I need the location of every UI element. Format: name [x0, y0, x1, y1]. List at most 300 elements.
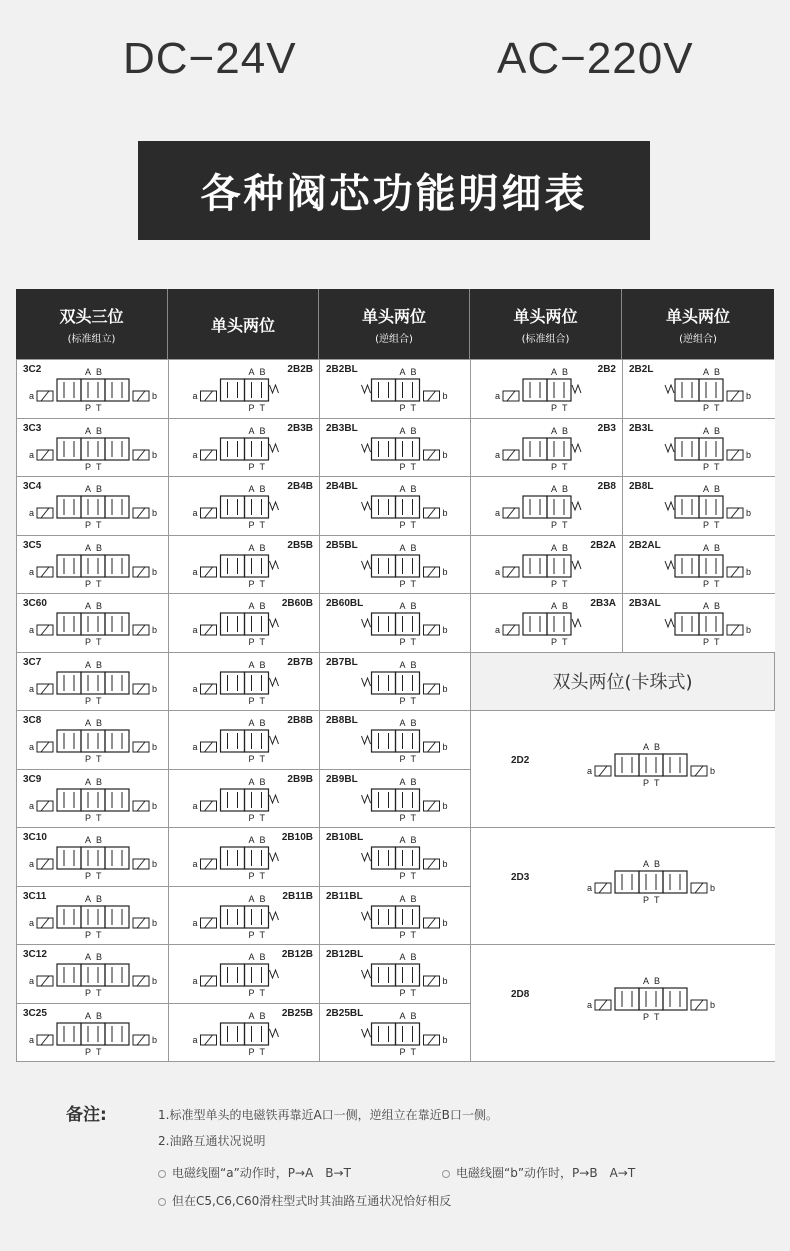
valve-symbol-icon	[476, 364, 618, 416]
svg-text:B: B	[259, 367, 266, 377]
valve-symbol-icon	[22, 423, 164, 475]
valve-symbol-icon	[174, 540, 315, 592]
valve-code: 3C12	[23, 949, 47, 960]
svg-text:B: B	[96, 484, 103, 494]
svg-text:P: P	[248, 461, 255, 472]
valve-code: 2B7B	[287, 656, 313, 668]
valve-symbol-icon	[22, 657, 164, 709]
svg-text:b: b	[442, 391, 448, 401]
svg-text:P: P	[85, 403, 92, 413]
valve-cell	[471, 360, 623, 419]
svg-text:P: P	[399, 637, 406, 647]
svg-text:B: B	[410, 601, 417, 611]
svg-text:B: B	[562, 484, 569, 494]
svg-text:A: A	[248, 425, 255, 436]
svg-text:P: P	[703, 637, 710, 647]
svg-text:a: a	[192, 625, 198, 635]
svg-text:b: b	[152, 976, 158, 986]
svg-text:B: B	[562, 542, 569, 553]
valve-symbol-icon	[22, 364, 164, 416]
valve-code: 3C9	[23, 773, 42, 785]
valve-symbol-icon	[325, 832, 466, 884]
valve-symbol-icon	[476, 423, 618, 475]
svg-text:P: P	[248, 403, 255, 413]
svg-text:a: a	[192, 391, 198, 401]
valve-symbol-icon	[325, 891, 466, 943]
svg-text:B: B	[259, 542, 266, 553]
svg-text:b: b	[152, 683, 158, 694]
svg-text:a: a	[495, 566, 501, 577]
svg-text:b: b	[442, 449, 448, 460]
svg-text:b: b	[746, 508, 752, 518]
svg-text:T: T	[259, 520, 265, 530]
svg-text:a: a	[495, 449, 501, 460]
svg-text:b: b	[152, 566, 158, 577]
svg-text:A: A	[85, 659, 92, 670]
svg-text:T: T	[410, 578, 416, 589]
svg-text:B: B	[410, 484, 417, 494]
svg-text:P: P	[399, 695, 406, 706]
svg-text:B: B	[96, 835, 103, 845]
valve-code: 2B3A	[590, 598, 616, 609]
valve-code: 2B8BL	[326, 715, 358, 726]
svg-text:T: T	[410, 1046, 416, 1057]
header-col-1	[16, 289, 168, 359]
valve-symbol-icon	[174, 423, 315, 475]
svg-text:B: B	[410, 425, 417, 436]
svg-text:P: P	[643, 895, 650, 905]
svg-text:b: b	[442, 800, 448, 811]
valve-symbol-icon	[22, 891, 164, 943]
page-title-banner	[138, 141, 650, 240]
header-col-3	[319, 289, 470, 359]
valve-code: 2B5BL	[326, 539, 358, 551]
valve-cell	[17, 594, 169, 653]
svg-text:A: A	[643, 742, 650, 752]
svg-text:A: A	[399, 659, 406, 670]
svg-text:P: P	[248, 929, 255, 940]
svg-text:A: A	[399, 1010, 406, 1021]
svg-text:a: a	[29, 742, 35, 752]
svg-text:a: a	[29, 976, 35, 986]
svg-text:T: T	[259, 812, 265, 823]
svg-text:B: B	[259, 952, 266, 962]
svg-text:A: A	[85, 542, 92, 553]
svg-text:a: a	[192, 742, 198, 752]
svg-text:B: B	[96, 659, 103, 670]
valve-symbol-icon	[174, 891, 315, 943]
valve-symbol-icon	[174, 598, 315, 650]
svg-text:a: a	[192, 800, 198, 811]
svg-text:A: A	[248, 601, 255, 611]
svg-text:B: B	[410, 835, 417, 845]
svg-text:A: A	[399, 542, 406, 553]
note-text: 但在C5,C6,C60滑柱型式时其油路互通状况恰好相反	[172, 1194, 452, 1208]
svg-text:A: A	[248, 367, 255, 377]
svg-text:A: A	[85, 835, 92, 845]
header-sub: (标准组合)	[521, 333, 570, 345]
svg-text:T: T	[714, 637, 720, 647]
header-col-5	[622, 289, 774, 359]
svg-text:b: b	[152, 391, 158, 401]
svg-text:A: A	[85, 601, 92, 611]
svg-text:T: T	[410, 403, 416, 413]
svg-text:b: b	[152, 742, 158, 752]
valve-symbol-icon	[22, 832, 164, 884]
svg-text:A: A	[703, 601, 710, 611]
svg-text:A: A	[551, 542, 558, 553]
svg-text:P: P	[399, 812, 406, 823]
svg-text:P: P	[85, 578, 92, 589]
svg-text:T: T	[714, 520, 720, 530]
svg-text:b: b	[152, 625, 158, 635]
svg-text:T: T	[410, 461, 416, 472]
svg-text:P: P	[248, 1046, 255, 1057]
valve-cell	[17, 360, 169, 419]
svg-text:T: T	[259, 637, 265, 647]
valve-cell	[320, 360, 471, 419]
valve-symbol-icon	[174, 1008, 315, 1060]
svg-text:P: P	[248, 871, 255, 881]
svg-text:T: T	[96, 637, 102, 647]
svg-text:P: P	[399, 461, 406, 472]
svg-text:A: A	[703, 425, 710, 436]
svg-text:b: b	[442, 742, 448, 752]
svg-text:P: P	[85, 461, 92, 472]
valve-symbol-icon	[174, 774, 315, 826]
svg-text:T: T	[96, 520, 102, 530]
header-title: 单头两位	[665, 306, 730, 326]
valve-cell	[169, 945, 320, 1004]
valve-symbol-icon	[22, 1008, 164, 1060]
valve-cell	[169, 419, 320, 478]
valve-symbol-icon	[22, 598, 164, 650]
valve-cell	[169, 594, 320, 653]
svg-text:P: P	[399, 403, 406, 413]
svg-text:B: B	[259, 776, 266, 787]
svg-text:B: B	[562, 601, 569, 611]
svg-text:A: A	[248, 952, 255, 962]
svg-text:A: A	[399, 601, 406, 611]
valve-cell	[17, 477, 169, 536]
svg-text:T: T	[562, 578, 568, 589]
valve-code: 2B7BL	[326, 656, 358, 668]
svg-text:A: A	[551, 425, 558, 436]
svg-text:T: T	[562, 637, 568, 647]
valve-symbol-icon	[174, 657, 315, 709]
svg-text:P: P	[248, 988, 255, 998]
valve-symbol-icon	[325, 540, 466, 592]
valve-symbol-icon	[22, 540, 164, 592]
svg-text:A: A	[399, 484, 406, 494]
svg-text:A: A	[85, 1010, 92, 1021]
svg-text:a: a	[29, 683, 35, 694]
header-sub: (标准组立)	[67, 333, 116, 345]
svg-text:b: b	[442, 859, 448, 869]
svg-text:T: T	[410, 520, 416, 530]
valve-code: 2B8L	[629, 481, 654, 492]
valve-cell	[320, 1004, 471, 1063]
svg-text:P: P	[551, 637, 558, 647]
svg-text:P: P	[551, 520, 558, 530]
valve-cell	[169, 887, 320, 946]
svg-text:A: A	[643, 859, 650, 869]
valve-code: 2D8	[511, 989, 530, 1000]
valve-code: 3C25	[23, 1007, 47, 1019]
svg-text:b: b	[152, 859, 158, 869]
svg-text:b: b	[442, 508, 448, 518]
svg-text:a: a	[192, 976, 198, 986]
svg-text:B: B	[714, 425, 721, 436]
valve-cell	[169, 1004, 320, 1063]
svg-text:T: T	[96, 929, 102, 940]
svg-text:a: a	[29, 625, 35, 635]
header-title: 单头两位	[361, 306, 426, 326]
svg-text:B: B	[259, 484, 266, 494]
valve-code: 2B8B	[287, 715, 313, 726]
svg-text:T: T	[259, 988, 265, 998]
svg-text:T: T	[259, 695, 265, 706]
svg-text:T: T	[259, 929, 265, 940]
valve-cell	[320, 536, 471, 595]
svg-text:P: P	[643, 1012, 650, 1022]
svg-text:T: T	[96, 812, 102, 823]
svg-text:T: T	[259, 754, 265, 764]
svg-text:A: A	[248, 776, 255, 787]
svg-text:B: B	[714, 484, 721, 494]
svg-text:T: T	[96, 461, 102, 472]
valve-code: 3C3	[23, 422, 42, 434]
valve-symbol-icon	[325, 715, 466, 767]
valve-cell	[320, 594, 471, 653]
valve-cell	[320, 945, 471, 1004]
svg-text:A: A	[399, 425, 406, 436]
valve-cell	[169, 360, 320, 419]
valve-code: 3C7	[23, 656, 42, 668]
valve-symbol-icon	[541, 739, 761, 791]
valve-code: 2B3BL	[326, 422, 358, 434]
svg-text:B: B	[654, 859, 661, 869]
svg-text:T: T	[96, 754, 102, 764]
svg-text:P: P	[85, 695, 92, 706]
svg-text:b: b	[152, 508, 158, 518]
svg-text:A: A	[399, 776, 406, 787]
svg-text:b: b	[442, 976, 448, 986]
svg-text:T: T	[96, 988, 102, 998]
svg-text:A: A	[399, 367, 406, 377]
valve-code: 2B8	[597, 481, 616, 492]
header-col-4	[470, 289, 622, 359]
svg-text:P: P	[85, 929, 92, 940]
valve-symbol-icon	[174, 364, 315, 416]
svg-text:A: A	[551, 367, 558, 377]
valve-cell	[623, 419, 775, 478]
valve-code: 3C11	[23, 890, 47, 902]
ac-voltage-label: AC−220V	[497, 34, 694, 83]
svg-text:a: a	[587, 766, 593, 776]
valve-code: 3C60	[23, 598, 47, 609]
kazhu-valve-cell	[471, 945, 775, 1062]
valve-cell	[17, 770, 169, 829]
valve-symbol-icon	[325, 598, 466, 650]
valve-code: 2B12B	[281, 949, 313, 960]
svg-text:B: B	[562, 367, 569, 377]
svg-text:b: b	[442, 625, 448, 635]
valve-symbol-icon	[476, 598, 618, 650]
valve-code: 2B5B	[287, 539, 313, 551]
valve-cell	[169, 828, 320, 887]
svg-text:P: P	[248, 637, 255, 647]
svg-text:B: B	[714, 601, 721, 611]
valve-code: 2B2AL	[629, 539, 661, 551]
svg-text:T: T	[96, 578, 102, 589]
svg-text:B: B	[410, 367, 417, 377]
valve-symbol-icon	[325, 423, 466, 475]
note-line-3b	[442, 1164, 635, 1181]
svg-text:A: A	[85, 367, 92, 377]
svg-text:b: b	[152, 917, 158, 928]
svg-text:a: a	[587, 883, 593, 893]
svg-text:A: A	[399, 835, 406, 845]
svg-text:B: B	[410, 776, 417, 787]
svg-text:T: T	[410, 637, 416, 647]
valve-symbol-icon	[325, 774, 466, 826]
svg-text:B: B	[410, 893, 417, 904]
valve-code: 2B2	[597, 364, 616, 375]
svg-text:b: b	[746, 449, 752, 460]
svg-text:b: b	[710, 1000, 716, 1010]
note-line-1: 1.标准型单头的电磁铁再靠近A口一侧，逆组立在靠近B口一侧。	[158, 1108, 498, 1122]
note-line-4	[158, 1192, 451, 1209]
svg-text:B: B	[96, 542, 103, 553]
note-text: 电磁线圈“a”动作时，P→A B→T	[172, 1166, 351, 1180]
svg-text:B: B	[259, 601, 266, 611]
svg-text:T: T	[410, 988, 416, 998]
svg-text:P: P	[85, 812, 92, 823]
valve-symbol-icon	[628, 364, 770, 416]
svg-text:P: P	[248, 578, 255, 589]
table-body	[16, 359, 774, 1062]
svg-text:P: P	[248, 695, 255, 706]
svg-text:B: B	[259, 1010, 266, 1021]
valve-cell	[169, 536, 320, 595]
svg-text:T: T	[562, 461, 568, 472]
valve-cell	[320, 477, 471, 536]
svg-text:T: T	[714, 578, 720, 589]
svg-text:A: A	[703, 542, 710, 553]
valve-cell	[320, 887, 471, 946]
valve-symbol-icon	[628, 481, 770, 533]
svg-text:a: a	[192, 449, 198, 460]
svg-text:P: P	[85, 637, 92, 647]
svg-text:P: P	[248, 812, 255, 823]
valve-cell	[17, 887, 169, 946]
svg-text:T: T	[562, 403, 568, 413]
svg-text:P: P	[551, 578, 558, 589]
svg-text:b: b	[152, 800, 158, 811]
header-title: 单头两位	[210, 315, 275, 335]
valve-cell	[471, 594, 623, 653]
valve-code: 3C4	[23, 481, 42, 492]
svg-text:a: a	[192, 859, 198, 869]
svg-text:A: A	[399, 718, 406, 728]
svg-text:a: a	[29, 917, 35, 928]
svg-text:b: b	[746, 625, 752, 635]
note-line-2: 2.油路互通状况说明	[158, 1134, 266, 1148]
valve-symbol-icon	[325, 949, 466, 1001]
valve-function-table	[16, 289, 774, 1062]
valve-code: 2B3AL	[629, 598, 661, 609]
svg-text:a: a	[495, 625, 501, 635]
valve-code: 2B3L	[629, 422, 654, 434]
svg-text:T: T	[96, 695, 102, 706]
valve-cell	[471, 419, 623, 478]
valve-cell	[169, 653, 320, 712]
svg-text:B: B	[714, 367, 721, 377]
valve-symbol-icon	[174, 481, 315, 533]
svg-text:T: T	[96, 403, 102, 413]
svg-text:P: P	[399, 871, 406, 881]
svg-text:A: A	[551, 484, 558, 494]
valve-symbol-icon	[22, 774, 164, 826]
svg-text:P: P	[85, 1046, 92, 1057]
svg-text:B: B	[96, 1010, 103, 1021]
note-text: 电磁线圈“b”动作时，P→B A→T	[456, 1166, 636, 1180]
bullet-icon	[158, 1170, 166, 1178]
svg-text:P: P	[248, 520, 255, 530]
svg-text:T: T	[259, 461, 265, 472]
valve-code: 3C2	[23, 364, 42, 375]
kazhu-valve-cell	[471, 711, 775, 828]
valve-symbol-icon	[476, 481, 618, 533]
svg-text:T: T	[259, 578, 265, 589]
svg-text:P: P	[248, 754, 255, 764]
valve-cell	[17, 1004, 169, 1063]
svg-text:b: b	[442, 683, 448, 694]
valve-symbol-icon	[628, 423, 770, 475]
valve-symbol-icon	[22, 949, 164, 1001]
svg-text:T: T	[259, 1046, 265, 1057]
svg-text:A: A	[248, 718, 255, 728]
svg-text:b: b	[710, 766, 716, 776]
svg-text:P: P	[703, 578, 710, 589]
valve-cell	[320, 419, 471, 478]
svg-text:T: T	[654, 1012, 660, 1022]
kazhu-title: 双头两位(卡珠式)	[471, 653, 775, 712]
svg-text:B: B	[259, 425, 266, 436]
svg-text:b: b	[442, 566, 448, 577]
svg-text:a: a	[192, 566, 198, 577]
svg-text:A: A	[551, 601, 558, 611]
svg-text:A: A	[248, 1010, 255, 1021]
header-sub: (逆组合)	[375, 333, 413, 345]
valve-cell	[623, 536, 775, 595]
valve-code: 2B9BL	[326, 773, 358, 785]
svg-text:B: B	[96, 601, 103, 611]
valve-cell	[17, 419, 169, 478]
svg-text:T: T	[714, 461, 720, 472]
svg-text:a: a	[192, 917, 198, 928]
valve-code: 2B60BL	[326, 598, 364, 609]
page-title: 各种阀芯功能明细表	[200, 171, 588, 217]
valve-code: 2D2	[511, 755, 530, 766]
svg-text:a: a	[29, 449, 35, 460]
svg-text:b: b	[746, 566, 752, 577]
valve-cell	[17, 828, 169, 887]
svg-text:B: B	[96, 893, 103, 904]
header-col-2	[168, 289, 319, 359]
svg-text:a: a	[192, 508, 198, 518]
